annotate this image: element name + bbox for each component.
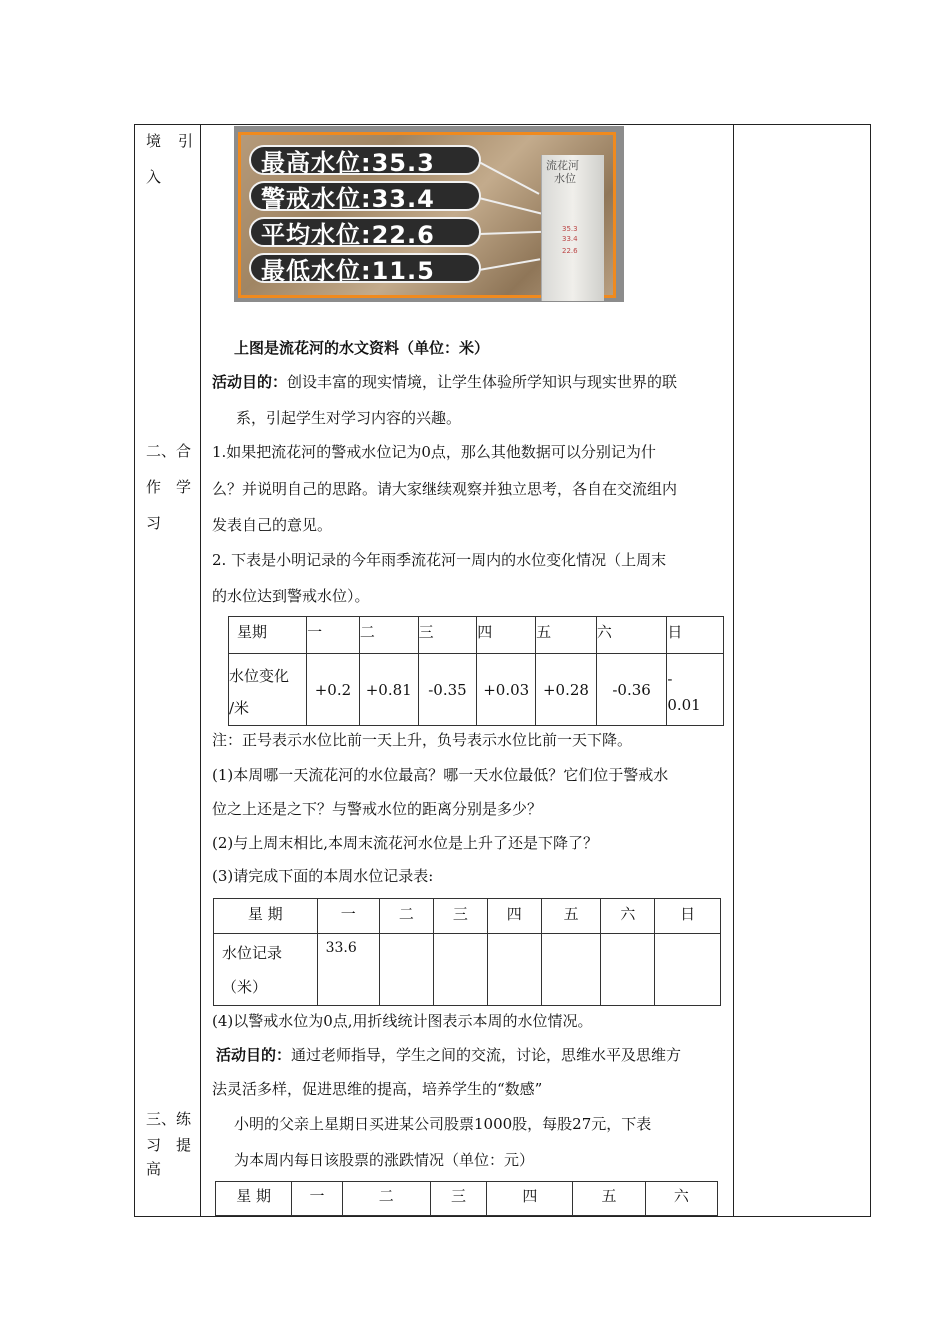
- table-row: [214, 899, 721, 934]
- table-cell: 六: [645, 1182, 717, 1216]
- sub-question-4: (4)以警戒水位为0点,用折线统计图表示本周的水位情况。: [212, 1012, 593, 1030]
- activity-purpose-2: 活动目的：通过老师指导，学生之间的交流，讨论，思维水平及思维方: [216, 1046, 682, 1064]
- table-cell: 三: [418, 617, 477, 654]
- table-row: [216, 1182, 718, 1216]
- table-cell: -0.36: [596, 654, 666, 726]
- label-bubble-highest: 最高水位:35.3: [249, 145, 481, 175]
- stock-change-table: [215, 1181, 718, 1216]
- table-row: [229, 617, 724, 654]
- question-1-line-1: 1.如果把流花河的警戒水位记为0点，那么其他数据可以分别记为什: [212, 443, 656, 461]
- table-cell: 33.6: [317, 934, 379, 1006]
- table-cell: 四: [487, 1182, 573, 1216]
- table-cell: 一: [292, 1182, 343, 1216]
- table-cell: 二: [359, 617, 418, 654]
- table-cell: 六: [601, 899, 655, 934]
- table-cell: 星期: [229, 617, 307, 654]
- section-label-intro-3: 入: [146, 168, 162, 186]
- water-change-table: [228, 616, 724, 726]
- label-bubble-warning: 警戒水位:33.4: [249, 181, 481, 211]
- table-cell: 星 期: [216, 1182, 292, 1216]
- section-label-practice-1: 三、练: [146, 1110, 192, 1128]
- question-2-line-1: 2. 下表是小明记录的今年雨季流花河一周内的水位变化情况（上周末: [212, 551, 667, 569]
- table-cell: 五: [541, 899, 601, 934]
- table-row: [229, 654, 724, 726]
- table-cell: [655, 934, 721, 1006]
- table-cell: -0.35: [418, 654, 477, 726]
- section-label-cooperate-3: 学: [176, 478, 192, 496]
- table-cell: 五: [573, 1182, 645, 1216]
- label-bubble-average: 平均水位:22.6: [249, 217, 481, 247]
- section-label-intro-2: 引: [178, 132, 194, 150]
- table-cell: 日: [667, 617, 724, 654]
- photo-caption: 上图是流花河的水文资料（单位：米）: [234, 339, 490, 357]
- table-cell: 三: [430, 1182, 486, 1216]
- sign-note: 注：正号表示水位比前一天上升，负号表示水位比前一天下降。: [212, 731, 633, 749]
- table-cell: [379, 934, 433, 1006]
- table-cell: [601, 934, 655, 1006]
- table-row: [214, 934, 721, 1006]
- activity-purpose-1: 活动目的：创设丰富的现实情境，让学生体验所学知识与现实世界的联: [212, 373, 678, 391]
- section-label-practice-3: 提: [176, 1136, 192, 1154]
- table-cell: +0.28: [536, 654, 597, 726]
- table-cell: 二: [379, 899, 433, 934]
- section-label-cooperate-4: 习: [146, 514, 162, 532]
- table-cell: 四: [477, 617, 536, 654]
- water-gauge-pillar: 流花河 水位 35.3 33.4 22.6: [541, 155, 604, 301]
- table-cell: 五: [536, 617, 597, 654]
- table-cell: 星 期: [214, 899, 318, 934]
- table-cell: - 0.01: [667, 654, 724, 726]
- table-cell: 四: [487, 899, 541, 934]
- section-label-practice-4: 高: [146, 1160, 162, 1178]
- table-cell: 一: [307, 617, 360, 654]
- table-cell: 六: [596, 617, 666, 654]
- table-cell: [541, 934, 601, 1006]
- question-1-line-2: 么？并说明自己的思路。请大家继续观察并独立思考，各自在交流组内: [212, 480, 678, 498]
- section-label-cooperate-1: 二、合: [146, 442, 192, 460]
- water-record-table: [213, 898, 721, 1006]
- table-cell: 水位记录 （米）: [214, 934, 318, 1006]
- table-cell: 一: [317, 899, 379, 934]
- section-label-cooperate-2: 作: [146, 478, 162, 496]
- table-cell: 水位变化 /米: [229, 654, 307, 726]
- sub-question-3: (3)请完成下面的本周水位记录表:: [212, 867, 434, 885]
- activity-purpose-1-cont: 系，引起学生对学习内容的兴趣。: [236, 409, 462, 427]
- question-1-line-3: 发表自己的意见。: [212, 516, 333, 534]
- question-2-line-2: 的水位达到警戒水位）。: [212, 587, 370, 605]
- sub-question-1-line-2: 位之上还是之下？与警戒水位的距离分别是多少？: [212, 800, 543, 818]
- table-cell: 日: [655, 899, 721, 934]
- table-cell: 三: [433, 899, 487, 934]
- table-cell: +0.03: [477, 654, 536, 726]
- table-cell: [487, 934, 541, 1006]
- section-label-intro-1: 境: [146, 132, 162, 150]
- label-bubble-lowest: 最低水位:11.5: [249, 253, 481, 283]
- table-cell: 二: [342, 1182, 430, 1216]
- sub-question-2: (2)与上周末相比,本周末流花河水位是上升了还是下降了？: [212, 834, 599, 852]
- stock-problem-line-1: 小明的父亲上星期日买进某公司股票1000股，每股27元，下表: [234, 1115, 652, 1133]
- table-cell: +0.81: [359, 654, 418, 726]
- section-label-practice-2: 习: [146, 1136, 162, 1154]
- water-level-photo: [234, 126, 624, 302]
- activity-purpose-2-cont: 法灵活多样，促进思维的提高，培养学生的“数感”: [212, 1080, 543, 1098]
- table-cell: [433, 934, 487, 1006]
- column-divider-2: [733, 124, 734, 1217]
- sub-question-1-line-1: (1)本周哪一天流花河的水位最高？哪一天水位最低？它们位于警戒水: [212, 766, 669, 784]
- table-cell: +0.2: [307, 654, 360, 726]
- stock-problem-line-2: 为本周内每日该股票的涨跌情况（单位：元）: [234, 1151, 535, 1169]
- column-divider-1: [200, 124, 201, 1217]
